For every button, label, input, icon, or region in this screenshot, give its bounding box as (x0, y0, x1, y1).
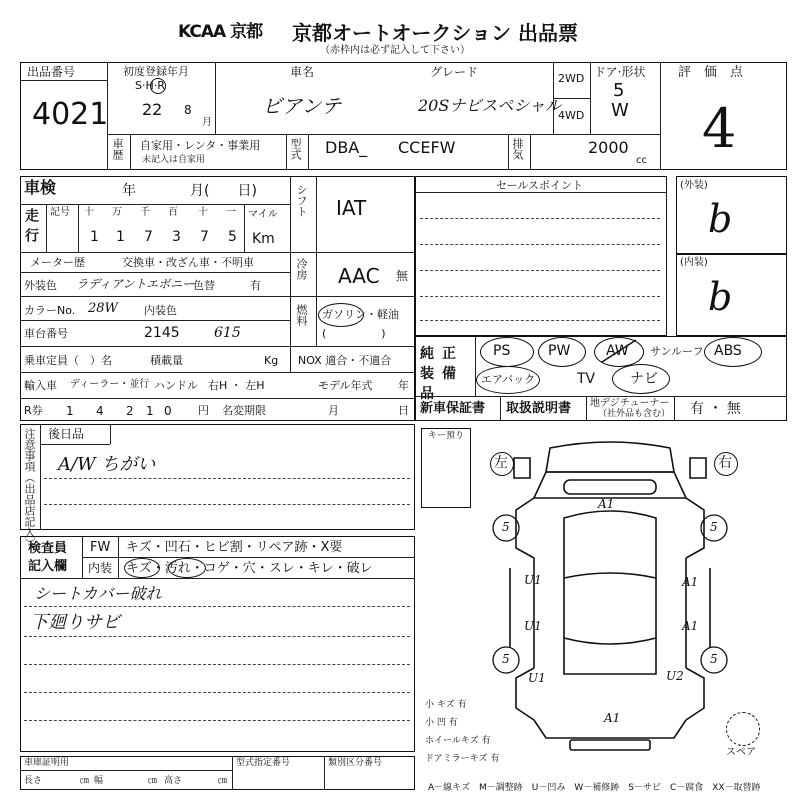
legend-item: ドアミラーキズ 有 (425, 754, 500, 764)
recycle-label: R券 (24, 404, 43, 417)
spare-circle (726, 712, 760, 746)
model-year-unit: 年 (398, 379, 409, 392)
damage-code-legend: A－線キズ M－調整跡 U－凹み W－補修跡 S－サビ C－腐食 XX－取替跡 (428, 783, 761, 793)
damage-mark: 5 (710, 652, 718, 666)
recycle-digit: 4 (96, 404, 104, 418)
digit-header: 十 (198, 207, 208, 218)
mileage-digit: 3 (172, 229, 181, 245)
fuel-options: ガソリン・軽油 (322, 308, 399, 321)
notes-text: A/W ちがい (58, 454, 156, 475)
mileage-digit: 1 (90, 229, 99, 245)
displacement-unit: cc (636, 155, 647, 166)
equip-aw: AW (606, 343, 629, 359)
shaken-label: 車検 (24, 178, 57, 197)
reg-month: 8 (184, 103, 192, 117)
recycle-digit: 1 (146, 404, 154, 418)
interior-color-label: 内装色 (144, 304, 177, 317)
damage-mark: 5 (710, 520, 718, 534)
era-label: S·H·R (135, 79, 165, 92)
damage-mark: U1 (528, 671, 546, 685)
cm-unit: ㎝ (218, 776, 228, 786)
exterior-score-label: (外装) (680, 180, 708, 191)
recycle-digit: 0 (164, 404, 172, 418)
nox-label: NOX 適合・不適合 (298, 354, 392, 367)
capacity-label: 乗車定員（ ）名 (24, 354, 112, 367)
damage-mark: 5 (502, 652, 510, 666)
meter-label: メーター歴 (30, 256, 85, 269)
mileage-digit: 5 (228, 229, 237, 245)
legend-item: 小 キズ 有 (425, 700, 467, 710)
usage-options: 自家用・レンタ・事業用 (140, 139, 261, 152)
grade-value: 20Sナビスペシャル (418, 96, 562, 115)
first-reg-label: 初度登録年月 (123, 65, 189, 78)
inspector-fw: FW (90, 540, 111, 555)
cm-unit: ㎝ (148, 776, 158, 786)
inspector-fw-items: キズ・凹石・ヒビ割・リペア跡・X要 (126, 540, 343, 555)
model-label: 型式 (289, 138, 302, 160)
lot-number: 4021 (32, 97, 109, 132)
digit-header: 千 (140, 207, 150, 218)
car-name: ビアンテ (262, 94, 342, 118)
recycle-digit: 2 (126, 404, 134, 418)
recycle-unit: 円 (198, 404, 209, 417)
tuner-note: （社外品も含む） (598, 409, 671, 419)
model-value: CCEFW (398, 138, 456, 157)
damage-mark: U2 (666, 669, 684, 683)
chassis-note: 615 (214, 325, 241, 341)
displacement-label: 排気 (511, 138, 524, 160)
color-change-value: 有 (250, 279, 261, 292)
handle-options: 右H ・ 左H (208, 379, 265, 392)
legend-item: ホイールキズ 有 (425, 736, 491, 746)
door-label: ドア·形状 (594, 65, 646, 79)
fuel-paren: ( ) (322, 327, 386, 340)
body-type: W (611, 100, 629, 121)
drive-2wd: 2WD (558, 72, 585, 85)
tuner-options: 有 ・ 無 (690, 401, 741, 417)
car-name-label: 車名 (290, 65, 315, 79)
reg-month-unit: 月 (202, 117, 212, 128)
fuel-label: 燃料 (295, 304, 308, 326)
lot-label: 出品番号 (27, 65, 76, 79)
damage-mark: U1 (524, 573, 542, 587)
grade-label: グレード (430, 65, 479, 79)
score-label: 評 価 点 (678, 65, 744, 80)
drive-4wd: 4WD (558, 109, 585, 122)
tuner-label: 地デジチューナー (590, 398, 670, 409)
form-title: 京都オートオークション 出品票 (292, 21, 578, 45)
model-prefix: DBA_ (325, 138, 368, 157)
ac-value: AAC (338, 264, 380, 288)
equip-abs: ABS (714, 343, 742, 359)
inspector-note: シートカバー破れ (34, 584, 162, 603)
proof-label: 車庫証明用 (24, 758, 70, 768)
form-subtitle: （赤枠内は必ず記入して下さい） (320, 45, 470, 56)
inspector-interior-items: キズ・汚れ・コゲ・穴・スレ・キレ・破レ (126, 561, 373, 576)
dealer-label: ディーラー・並行 (70, 379, 150, 390)
shift-value: IAT (336, 196, 367, 220)
mileage-digit: 7 (144, 229, 153, 245)
mileage-label: 走行 (23, 208, 39, 248)
width-label: 幅 (94, 776, 104, 786)
left-side-label: 左 (494, 455, 508, 471)
cm-unit: ㎝ (80, 776, 90, 786)
recycle-digit: 1 (66, 404, 74, 418)
damage-mark: A1 (682, 575, 699, 589)
exterior-score: b (708, 197, 733, 241)
damage-mark: A1 (682, 619, 699, 633)
meter-options: 交換車・改ざん車・不明車 (122, 256, 254, 269)
sales-point-label: セールスポイント (496, 179, 584, 192)
chassis-number: 2145 (144, 325, 180, 341)
mileage-digit: 1 (116, 229, 125, 245)
fuel-circle (318, 303, 364, 327)
manual-label: 取扱説明書 (506, 401, 572, 416)
key-label: キー預り (428, 431, 465, 441)
load-unit: Kg (264, 354, 279, 367)
digit-header: マイル (248, 209, 278, 220)
shaken-year: 年 (122, 183, 136, 199)
equip-sunroof: サンルーフ (650, 345, 704, 358)
right-side-label: 右 (718, 455, 732, 471)
equip-ps: PS (493, 343, 511, 359)
sales-point-box (415, 176, 667, 336)
era-circle (150, 78, 166, 94)
name-change-month: 月 (328, 404, 339, 417)
usage-note: 未記入は自家用 (142, 155, 206, 165)
damage-mark: U1 (524, 619, 542, 633)
spare-label: スペア (726, 747, 756, 758)
overall-score: 4 (702, 97, 737, 160)
digit-header: 十 (84, 207, 94, 218)
ac-none: 無 (396, 269, 409, 283)
equip-tv: TV (577, 371, 596, 387)
equip-pw: PW (548, 343, 571, 359)
height-label: 高さ (164, 776, 183, 786)
mileage-digit: 7 (200, 229, 209, 245)
interior-score: b (708, 275, 733, 319)
door-count: 5 (613, 80, 625, 101)
model-year-label: モデル年式 (318, 379, 373, 392)
shaken-month-day: 月( 日) (190, 183, 257, 199)
name-change-day: 日 (398, 404, 409, 417)
interior-score-label: (内装) (680, 257, 708, 268)
color-no-value: 28W (88, 301, 118, 316)
handle-label: ハンドル (154, 379, 198, 392)
color-no-label: カラーNo. (24, 304, 76, 317)
model-designation-label: 型式指定番号 (236, 758, 291, 768)
exterior-color-value: ラディアントエボニー (76, 277, 195, 291)
damage-mark: 5 (502, 520, 510, 534)
logo-text: KCAA 京都 (178, 22, 263, 42)
inspector-interior: 内装 (88, 561, 113, 575)
km-unit: Km (252, 231, 275, 247)
car-diagram (490, 438, 730, 758)
digit-header: 百 (168, 207, 178, 218)
inspector-label: 検査員記入欄 (28, 541, 68, 574)
legend-item: 小 凹 有 (425, 718, 458, 728)
reg-year: 22 (142, 100, 163, 119)
after-item-label: 後日品 (48, 427, 85, 441)
ac-label: 冷房 (295, 258, 308, 280)
digit-header: 万 (112, 207, 122, 218)
digit-header: 一 (226, 207, 236, 218)
length-label: 長さ (24, 776, 43, 786)
warranty-label: 新車保証書 (420, 401, 486, 416)
import-label: 輸入車 (24, 379, 57, 392)
category-label: 類別区分番号 (328, 758, 383, 768)
digit-header: 記号 (50, 207, 70, 218)
equip-navi: ナビ (630, 371, 658, 387)
shift-label: シフト (295, 184, 308, 217)
inspector-note: 下廻りサビ (30, 612, 120, 633)
color-change-label: 色替 (193, 279, 215, 292)
history-label: 車歴 (111, 138, 124, 160)
load-label: 積載量 (150, 354, 183, 367)
chassis-label: 車台番号 (24, 327, 68, 340)
displacement-value: 2000 (588, 138, 629, 157)
damage-mark: A1 (598, 497, 615, 511)
aw-strike (596, 336, 642, 366)
logo (178, 22, 286, 44)
name-change-label: 名変期限 (222, 404, 266, 417)
notes-side-label: 注意事項（出品店記入） (23, 428, 36, 549)
exterior-color-label: 外装色 (24, 279, 57, 292)
equipment-label: 純正装備品 (420, 346, 464, 402)
damage-mark: A1 (604, 711, 621, 725)
equip-airbag: エアバック (481, 373, 536, 386)
